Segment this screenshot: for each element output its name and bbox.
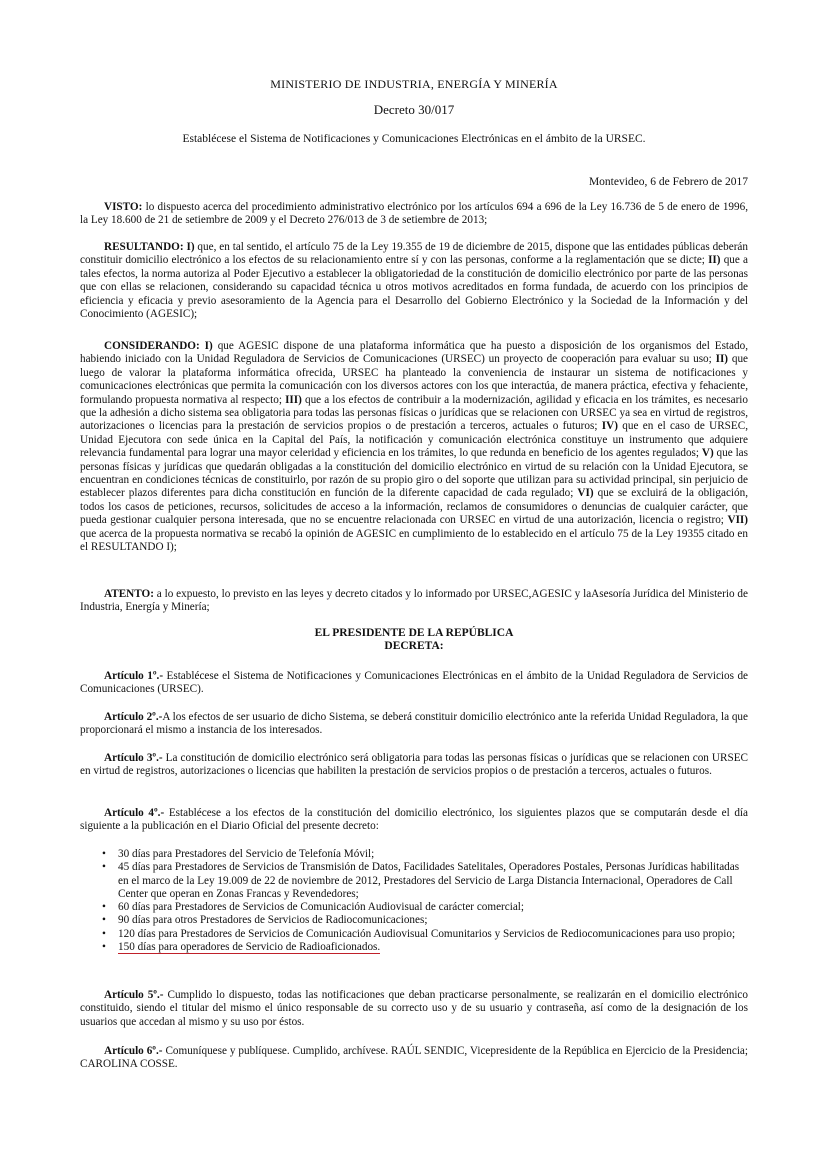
article-2-label: Artículo 2º.- (104, 711, 163, 723)
article-4-text: Establécese a los efectos de la constitución del domicilio electrónico, los siguientes plazos que se computarán desde el día siguiente a la publicación en el Diario Oficial del presente decreto: (80, 807, 748, 833)
considerando-label: CONSIDERANDO: (104, 340, 200, 352)
plazos-list (100, 848, 750, 954)
bullet-icon: • (102, 861, 106, 874)
president-heading (80, 627, 748, 653)
considerando-i-text: que AGESIC dispone de una plataforma informática que ha puesto a disposición de los organismos del Estado, habiendo iniciado con la Unidad Reguladora de Servicios de Comunicaciones (URSEC) un proyecto de cooperación para evaluar su uso; (80, 340, 748, 366)
ministry-heading: MINISTERIO DE INDUSTRIA, ENERGÍA Y MINERÍA (270, 77, 558, 91)
considerando-ii-text: que luego de valorar la plataforma informática ofrecida, URSEC ha planteado la conveniencia de instaurar un sistema de notificaciones y comunicaciones electrónicas que permita la comunicación con los diversos actores con los que interactúa, de manera práctica, efectiva y fehaciente, formulando propuesta normativa al respecto; (80, 353, 749, 406)
considerando-i-label: I) (199, 340, 213, 352)
list-item (100, 941, 750, 954)
considerando-v-label: V) (701, 447, 714, 460)
bullet-icon: • (102, 941, 106, 954)
list-item (100, 848, 750, 861)
plazo-text: 45 días para Prestadores de Servicios de Transmisión de Datos, Facilidades Satelitales, Operadores Postales, Personas Jurídicas habilitadas en el marco de la Ley 19.009 de 22 de noviembre de 2012, Prestadores del Servicio de Larga Distancia Internacional, Operadores de Call Center que operan en Zonas Francas y Revendedores; (118, 861, 740, 900)
plazo-text: 90 días para otros Prestadores de Servicios de Radiocomunicaciones; (118, 914, 428, 927)
decreta-line: DECRETA: (384, 640, 444, 652)
plazo-text: 60 días para Prestadores de Servicios de Comunicación Audiovisual de carácter comercial; (118, 901, 525, 914)
resultando-paragraph (80, 241, 748, 321)
considerando-iv-label: IV) (601, 420, 618, 433)
atento-label: ATENTO: (104, 588, 154, 600)
list-item (100, 928, 750, 941)
plazo-text: 30 días para Prestadores del Servicio de Telefonía Móvil; (118, 848, 375, 860)
bullet-icon: • (102, 848, 106, 860)
article-1-label: Artículo 1º.- (104, 670, 164, 682)
article-6-text: Comuníquese y publíquese. Cumplido, archívese. RAÚL SENDIC, Vicepresidente de la República en Ejercicio de la Presidencia; CAROLINA COSSE. (80, 1045, 748, 1071)
bullet-icon: • (102, 901, 106, 914)
considerando-vii-text: que acerca de la propuesta normativa se recabó la opinión de AGESIC en cumplimiento de lo establecido en el artículo 75 de la Ley 19355 citado en el RESULTANDO I); (80, 527, 748, 554)
visto-label: VISTO: (104, 201, 143, 213)
considerando-vi-label: VI) (577, 487, 594, 500)
article-5-label: Artículo 5º.- (104, 989, 164, 1001)
article-3-text: La constitución de domicilio electrónico será obligatoria para todas las personas físicas o jurídicas que se relacionen con URSEC en virtud de registros, autorizaciones o licencias que habiliten la prestación de servicios propios o de prestación a terceros, actuales o futuros. (80, 752, 748, 778)
place-date: Montevideo, 6 de Febrero de 2017 (588, 176, 748, 188)
article-1-text: Establécese el Sistema de Notificaciones y Comunicaciones Electrónicas en el ámbito de la Unidad Reguladora de Servicios de Comunicaciones (URSEC). (80, 670, 748, 696)
list-item (100, 861, 750, 901)
article-4-label: Artículo 4º.- (104, 807, 165, 819)
list-item (100, 901, 750, 914)
article-1 (80, 670, 748, 697)
article-3-label: Artículo 3º.- (104, 752, 163, 764)
considerando-ii-label: II) (715, 353, 729, 366)
considerando-paragraph (80, 340, 748, 555)
resultando-i-text: que, en tal sentido, el artículo 75 de la Ley 19.355 de 19 de diciembre de 2015, dispone que las entidades públicas deberán constituir domicilio electrónico a los efectos de su relacionamiento entre sí y con las personas, conforme a la reglamentación que se dicte; (80, 241, 748, 267)
resultando-ii-label: II) (708, 254, 721, 267)
decree-subtitle: Establécese el Sistema de Notificaciones y Comunicaciones Electrónicas en el ámbito de la URSEC. (182, 133, 646, 145)
article-5-text: Cumplido lo dispuesto, todas las notificaciones que deban practicarse personalmente, se realizarán en el domicilio electrónico constituido, siendo el titular del mismo el único responsable de su correcto uso y de su usuario y contraseña, así como de la designación de los usuarios que accedan al mismo y su uso por éstos. (80, 989, 748, 1028)
resultando-ii-text: que a tales efectos, la norma autoriza al Poder Ejecutivo a establecer la obligatoriedad de la constitución de domicilio electrónico por parte de las personas que con ellas se relacionen, considerando su capacidad técnica u otros motivos acreditados en forma fundada, de acuerdo con los principios de eficiencia y eficacia y previo asesoramiento de la Agencia para el Desarrollo del Gobierno Electrónico y la Sociedad de la Información y del Conocimiento (AGESIC); (80, 254, 748, 321)
bullet-icon: • (102, 927, 106, 940)
atento-text: a lo expuesto, lo previsto en las leyes y decreto citados y lo informado por URSEC,AGESIC y laAsesoría Jurídica del Ministerio de Industria, Energía y Minería; (80, 588, 748, 614)
list-item (100, 914, 750, 927)
president-line: EL PRESIDENTE DE LA REPÚBLICA (314, 627, 514, 639)
decree-number: Decreto 30/017 (373, 102, 455, 117)
considerando-v-text: que las personas físicas y jurídicas que quedarán obligadas a la constitución del domicilio electrónico en virtud de su relación con la Unidad Ejecutora, se encuentran en condiciones técnicas de constituirlo, por razón de su propio giro o del soporte que utilizan para su actividad principal, sin perjuicio de establecer plazos diferentes para dicha constitución en función de la diferente capacidad de cada regulado; (80, 447, 748, 500)
considerando-vi-text: que se excluirá de la obligación, todos los casos de peticiones, recursos, solicitudes de acceso a la información, reclamos de consumidores o denuncias de cualquier carácter, que pueda gestionar cualquier persona interesada, que no se encuentre relacionada con URSEC en virtud de una autorización, licencia o registro; (80, 487, 749, 527)
plazo-text-underlined: 150 días para operadores de Servicio de Radioaficionados. (118, 941, 381, 954)
article-6-label: Artículo 6º.- (104, 1045, 163, 1057)
considerando-iii-text: que a los efectos de contribuir a la modernización, agilidad y eficacia en los trámites, es necesario que la adhesión a dicho sistema sea obligatoria para todas las personas físicas o jurídicas que se relacionen con URSEC ya sea en virtud de registros, autorizaciones o licencias para la prestación de servicios propios o de prestación a terceros, actuales o futuros; (80, 393, 748, 433)
atento-paragraph (80, 588, 748, 615)
article-6 (80, 1045, 748, 1072)
considerando-iv-text: que en el caso de URSEC, Unidad Ejecutora con sede única en la Capital del País, la notificación y comunicación electrónica constituye un instrumento que adquiere relevancia fundamental para lograr una mayor celeridad y eficiencia en los trámites, lo que redunda en beneficio de los agentes regulados; (80, 420, 748, 460)
considerando-iii-label: III) (285, 393, 302, 406)
visto-text: lo dispuesto acerca del procedimiento administrativo electrónico por los artículos 694 a 696 de la Ley 16.736 de 5 de enero de 1996, la Ley 18.600 de 21 de setiembre de 2009 y el Decreto 276/013 de 3 de setiembre de 2013; (80, 201, 748, 227)
resultando-i-label: I) (183, 241, 195, 253)
resultando-label: RESULTANDO: (104, 241, 184, 253)
article-4 (80, 807, 748, 834)
plazo-text: 120 días para Prestadores de Servicios de Comunicación Audiovisual Comunitarios y Servicios de Rediocomunicaciones para uso propio; (118, 927, 736, 940)
bullet-icon: • (102, 914, 106, 927)
article-2-text: A los efectos de ser usuario de dicho Sistema, se deberá constituir domicilio electrónico ante la referida Unidad Reguladora, la que proporcionará el mismo a instancia de los interesados. (80, 711, 748, 737)
visto-paragraph (80, 201, 748, 228)
article-5 (80, 989, 748, 1029)
article-3 (80, 752, 748, 779)
article-2 (80, 711, 748, 738)
considerando-vii-label: VII) (727, 514, 748, 527)
